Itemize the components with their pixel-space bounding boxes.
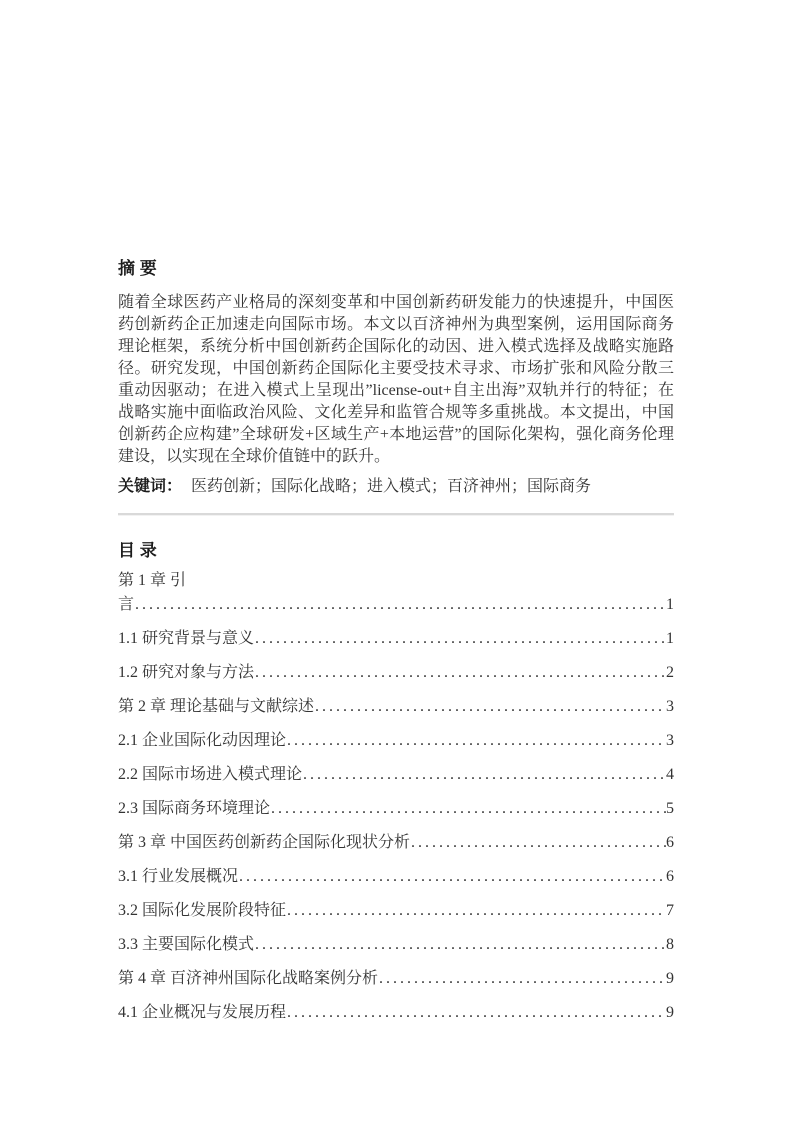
toc-page-number: 6 bbox=[666, 868, 674, 885]
dot-leader bbox=[287, 1002, 666, 1024]
table-of-contents bbox=[118, 570, 674, 1024]
dot-leader bbox=[287, 900, 666, 922]
dot-leader bbox=[315, 696, 666, 718]
toc-entry-label: 3.3 主要国际化模式 bbox=[118, 936, 255, 953]
dot-leader bbox=[303, 764, 666, 786]
keywords-label: 关键词： bbox=[118, 478, 183, 495]
toc-page-number: 1 bbox=[666, 630, 674, 647]
toc-entry-label: 1.2 研究对象与方法 bbox=[118, 664, 255, 681]
section-divider bbox=[118, 513, 674, 516]
toc-page-number: 2 bbox=[666, 664, 674, 681]
toc-entry bbox=[118, 1002, 674, 1024]
toc-entry bbox=[118, 730, 674, 752]
toc-page-number: 7 bbox=[666, 902, 674, 919]
toc-page-number: 4 bbox=[666, 766, 674, 783]
keywords-text: 医药创新；国际化战略；进入模式；百济神州；国际商务 bbox=[191, 478, 592, 495]
abstract-paragraph: 随着全球医药产业格局的深刻变革和中国创新药研发能力的快速提升，中国医药创新药企正加速走向国际市场。本文以百济神州为典型案例，运用国际商务理论框架，系统分析中国创新药企国际化的动因、进入模式选择及战略实施路径。研究发现，中国创新药企国际化主要受技术寻求、市场扩张和风险分散三重动因驱动；在进入模式上呈现出”license-out+自主出海”双轨并行的特征；在战略实施中面临政治风险、文化差异和监管合规等多重挑战。本文提出，中国创新药企应构建”全球研发+区域生产+本地运营”的国际化架构，强化商务伦理建设，以实现在全球价值链中的跃升。 bbox=[118, 294, 674, 465]
toc-entry bbox=[118, 662, 674, 684]
dot-leader bbox=[239, 866, 666, 888]
dot-leader bbox=[379, 968, 666, 990]
toc-entry bbox=[118, 934, 674, 956]
toc-page-number: 3 bbox=[666, 732, 674, 749]
toc-entry bbox=[118, 594, 674, 616]
keywords-line bbox=[118, 476, 674, 498]
toc-entry bbox=[118, 900, 674, 922]
toc-entry bbox=[118, 968, 674, 990]
toc-entry bbox=[118, 866, 674, 888]
dot-leader bbox=[255, 628, 666, 650]
toc-page-number: 8 bbox=[666, 936, 674, 953]
dot-leader bbox=[411, 832, 666, 854]
toc-entry bbox=[118, 696, 674, 718]
toc-entry-label: 第 1 章 引 bbox=[118, 572, 187, 589]
dot-leader bbox=[255, 934, 666, 956]
toc-entry-label: 1.1 研究背景与意义 bbox=[118, 630, 255, 647]
toc-entry bbox=[118, 764, 674, 786]
toc-entry bbox=[118, 628, 674, 650]
toc-page-number: 6 bbox=[666, 834, 674, 851]
toc-entry-label: 3.2 国际化发展阶段特征 bbox=[118, 902, 287, 919]
toc-page-number: 1 bbox=[666, 596, 674, 613]
toc-entry-label: 言 bbox=[118, 596, 135, 613]
dot-leader bbox=[287, 730, 666, 752]
dot-leader bbox=[255, 662, 666, 684]
toc-entry bbox=[118, 570, 674, 592]
toc-heading: 目 录 bbox=[118, 541, 157, 560]
toc-entry-label: 2.3 国际商务环境理论 bbox=[118, 800, 271, 817]
dot-leader bbox=[271, 798, 666, 820]
toc-entry-label: 2.1 企业国际化动因理论 bbox=[118, 732, 287, 749]
toc-entry-label: 第 4 章 百济神州国际化战略案例分析 bbox=[118, 970, 379, 987]
toc-entry bbox=[118, 832, 674, 854]
toc-page-number: 5 bbox=[666, 800, 674, 817]
toc-entry-label: 第 2 章 理论基础与文献综述 bbox=[118, 698, 315, 715]
toc-entry bbox=[118, 798, 674, 820]
toc-entry-label: 第 3 章 中国医药创新药企国际化现状分析 bbox=[118, 834, 411, 851]
toc-entry-label: 3.1 行业发展概况 bbox=[118, 868, 239, 885]
abstract-heading: 摘 要 bbox=[118, 259, 157, 278]
toc-entry-label: 4.1 企业概况与发展历程 bbox=[118, 1004, 287, 1021]
toc-page-number: 3 bbox=[666, 698, 674, 715]
toc-entry-label: 2.2 国际市场进入模式理论 bbox=[118, 766, 303, 783]
toc-page-number: 9 bbox=[666, 1004, 674, 1021]
dot-leader bbox=[135, 594, 666, 616]
toc-page-number: 9 bbox=[666, 970, 674, 987]
